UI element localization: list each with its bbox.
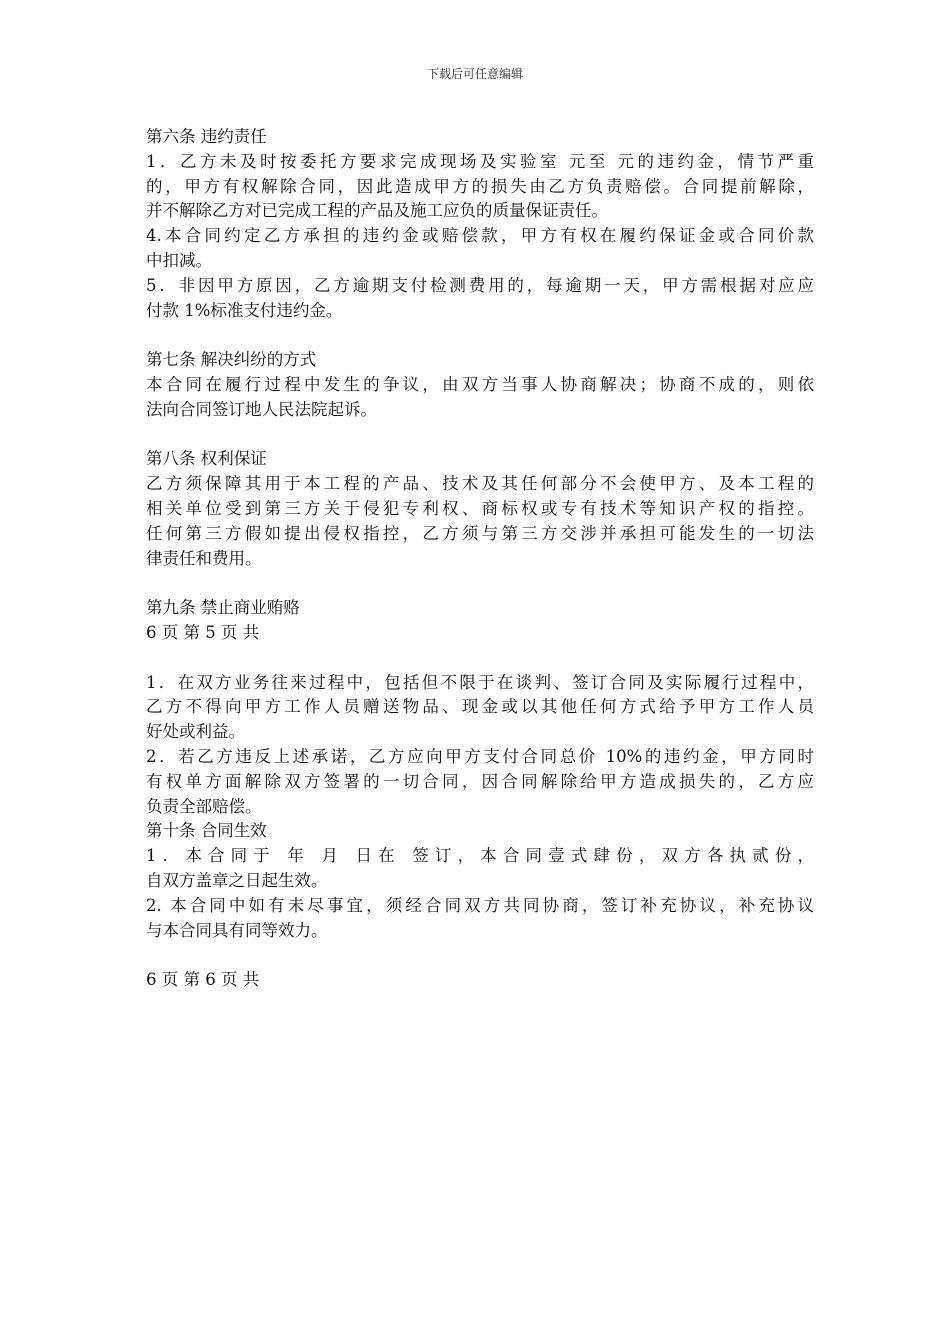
article-10-clause-1-line-2: 自双方盖章之日起生效。 (146, 870, 328, 890)
article-9-title: 第九条 禁止商业贿赂 (146, 598, 300, 618)
article-8-line-4: 律责任和费用。 (146, 548, 262, 568)
article-9-clause-2-line-2: 有权单方面解除双方签署的一切合同，因合同解除给甲方造成损失的，乙方应 (146, 771, 814, 791)
article-9-clause-1-line-3: 好处或利益。 (146, 722, 245, 742)
article-10-clause-2-line-2: 与本合同具有同等效力。 (146, 920, 328, 940)
article-10-clause-1-line-1: 1．本合同于 年 月 日在 签订，本合同壹式肆份，双方各执贰份， (146, 846, 814, 866)
spacer (146, 943, 814, 968)
page-marker-5: 6 页 第 5 页 共 (146, 622, 260, 642)
article-7-line-2: 法向合同签订地人民法院起诉。 (146, 399, 377, 419)
article-8-title: 第八条 权利保证 (146, 449, 267, 469)
document-body (146, 125, 814, 993)
article-9-clause-1-line-2: 乙方不得向甲方工作人员赠送物品、现金或以其他任何方式给予甲方工作人员 (146, 697, 814, 717)
article-9-clause-2-line-3: 负责全部赔偿。 (146, 796, 262, 816)
spacer (146, 423, 814, 448)
page-header: 下载后可任意编辑 (426, 67, 523, 81)
article-7-title: 第七条 解决纠纷的方式 (146, 350, 317, 370)
article-9-clause-1-line-1: 1．在双方业务往来过程中，包括但不限于在谈判、签订合同及实际履行过程中， (146, 672, 814, 692)
article-6-clause-5-line-2: 付款 1%标准支付违约金。 (146, 300, 343, 320)
article-10-clause-2-line-1: 2. 本合同中如有未尽事宜，须经合同双方共同协商，签订补充协议，补充协议 (146, 895, 814, 915)
spacer (146, 571, 814, 596)
article-8-line-1: 乙方须保障其用于本工程的产品、技术及其任何部分不会使甲方、及本工程的 (146, 474, 814, 494)
article-6-clause-5-line-1: 5．非因甲方原因，乙方逾期支付检测费用的，每逾期一天，甲方需根据对应应 (146, 275, 814, 295)
article-6-clause-1-line-3: 并不解除乙方对已完成工程的产品及施工应负的质量保证责任。 (146, 201, 608, 221)
article-10-title: 第十条 合同生效 (146, 821, 267, 841)
article-6-clause-4-line-2: 中扣减。 (146, 250, 212, 270)
article-6-clause-1-line-1: 1．乙方未及时按委托方要求完成现场及实验室 元至 元的违约金，情节严重 (146, 151, 814, 171)
article-7-line-1: 本合同在履行过程中发生的争议，由双方当事人协商解决；协商不成的，则依 (146, 374, 814, 394)
article-8-line-3: 任何第三方假如提出侵权指控，乙方须与第三方交涉并承担可能发生的一切法 (146, 523, 814, 543)
spacer (146, 323, 814, 348)
spacer (146, 646, 814, 671)
article-9-clause-2-line-1: 2．若乙方违反上述承诺，乙方应向甲方支付合同总价 10%的违约金，甲方同时 (146, 746, 814, 766)
article-6-clause-4-line-1: 4.本合同约定乙方承担的违约金或赔偿款，甲方有权在履约保证金或合同价款 (146, 226, 814, 246)
article-8-line-2: 相关单位受到第三方关于侵犯专利权、商标权或专有技术等知识产权的指控。 (146, 498, 814, 518)
page-marker-6: 6 页 第 6 页 共 (146, 970, 260, 990)
article-6-title: 第六条 违约责任 (146, 127, 267, 146)
article-6-clause-1-line-2: 的，甲方有权解除合同，因此造成甲方的损失由乙方负责赔偿。合同提前解除， (146, 176, 814, 196)
